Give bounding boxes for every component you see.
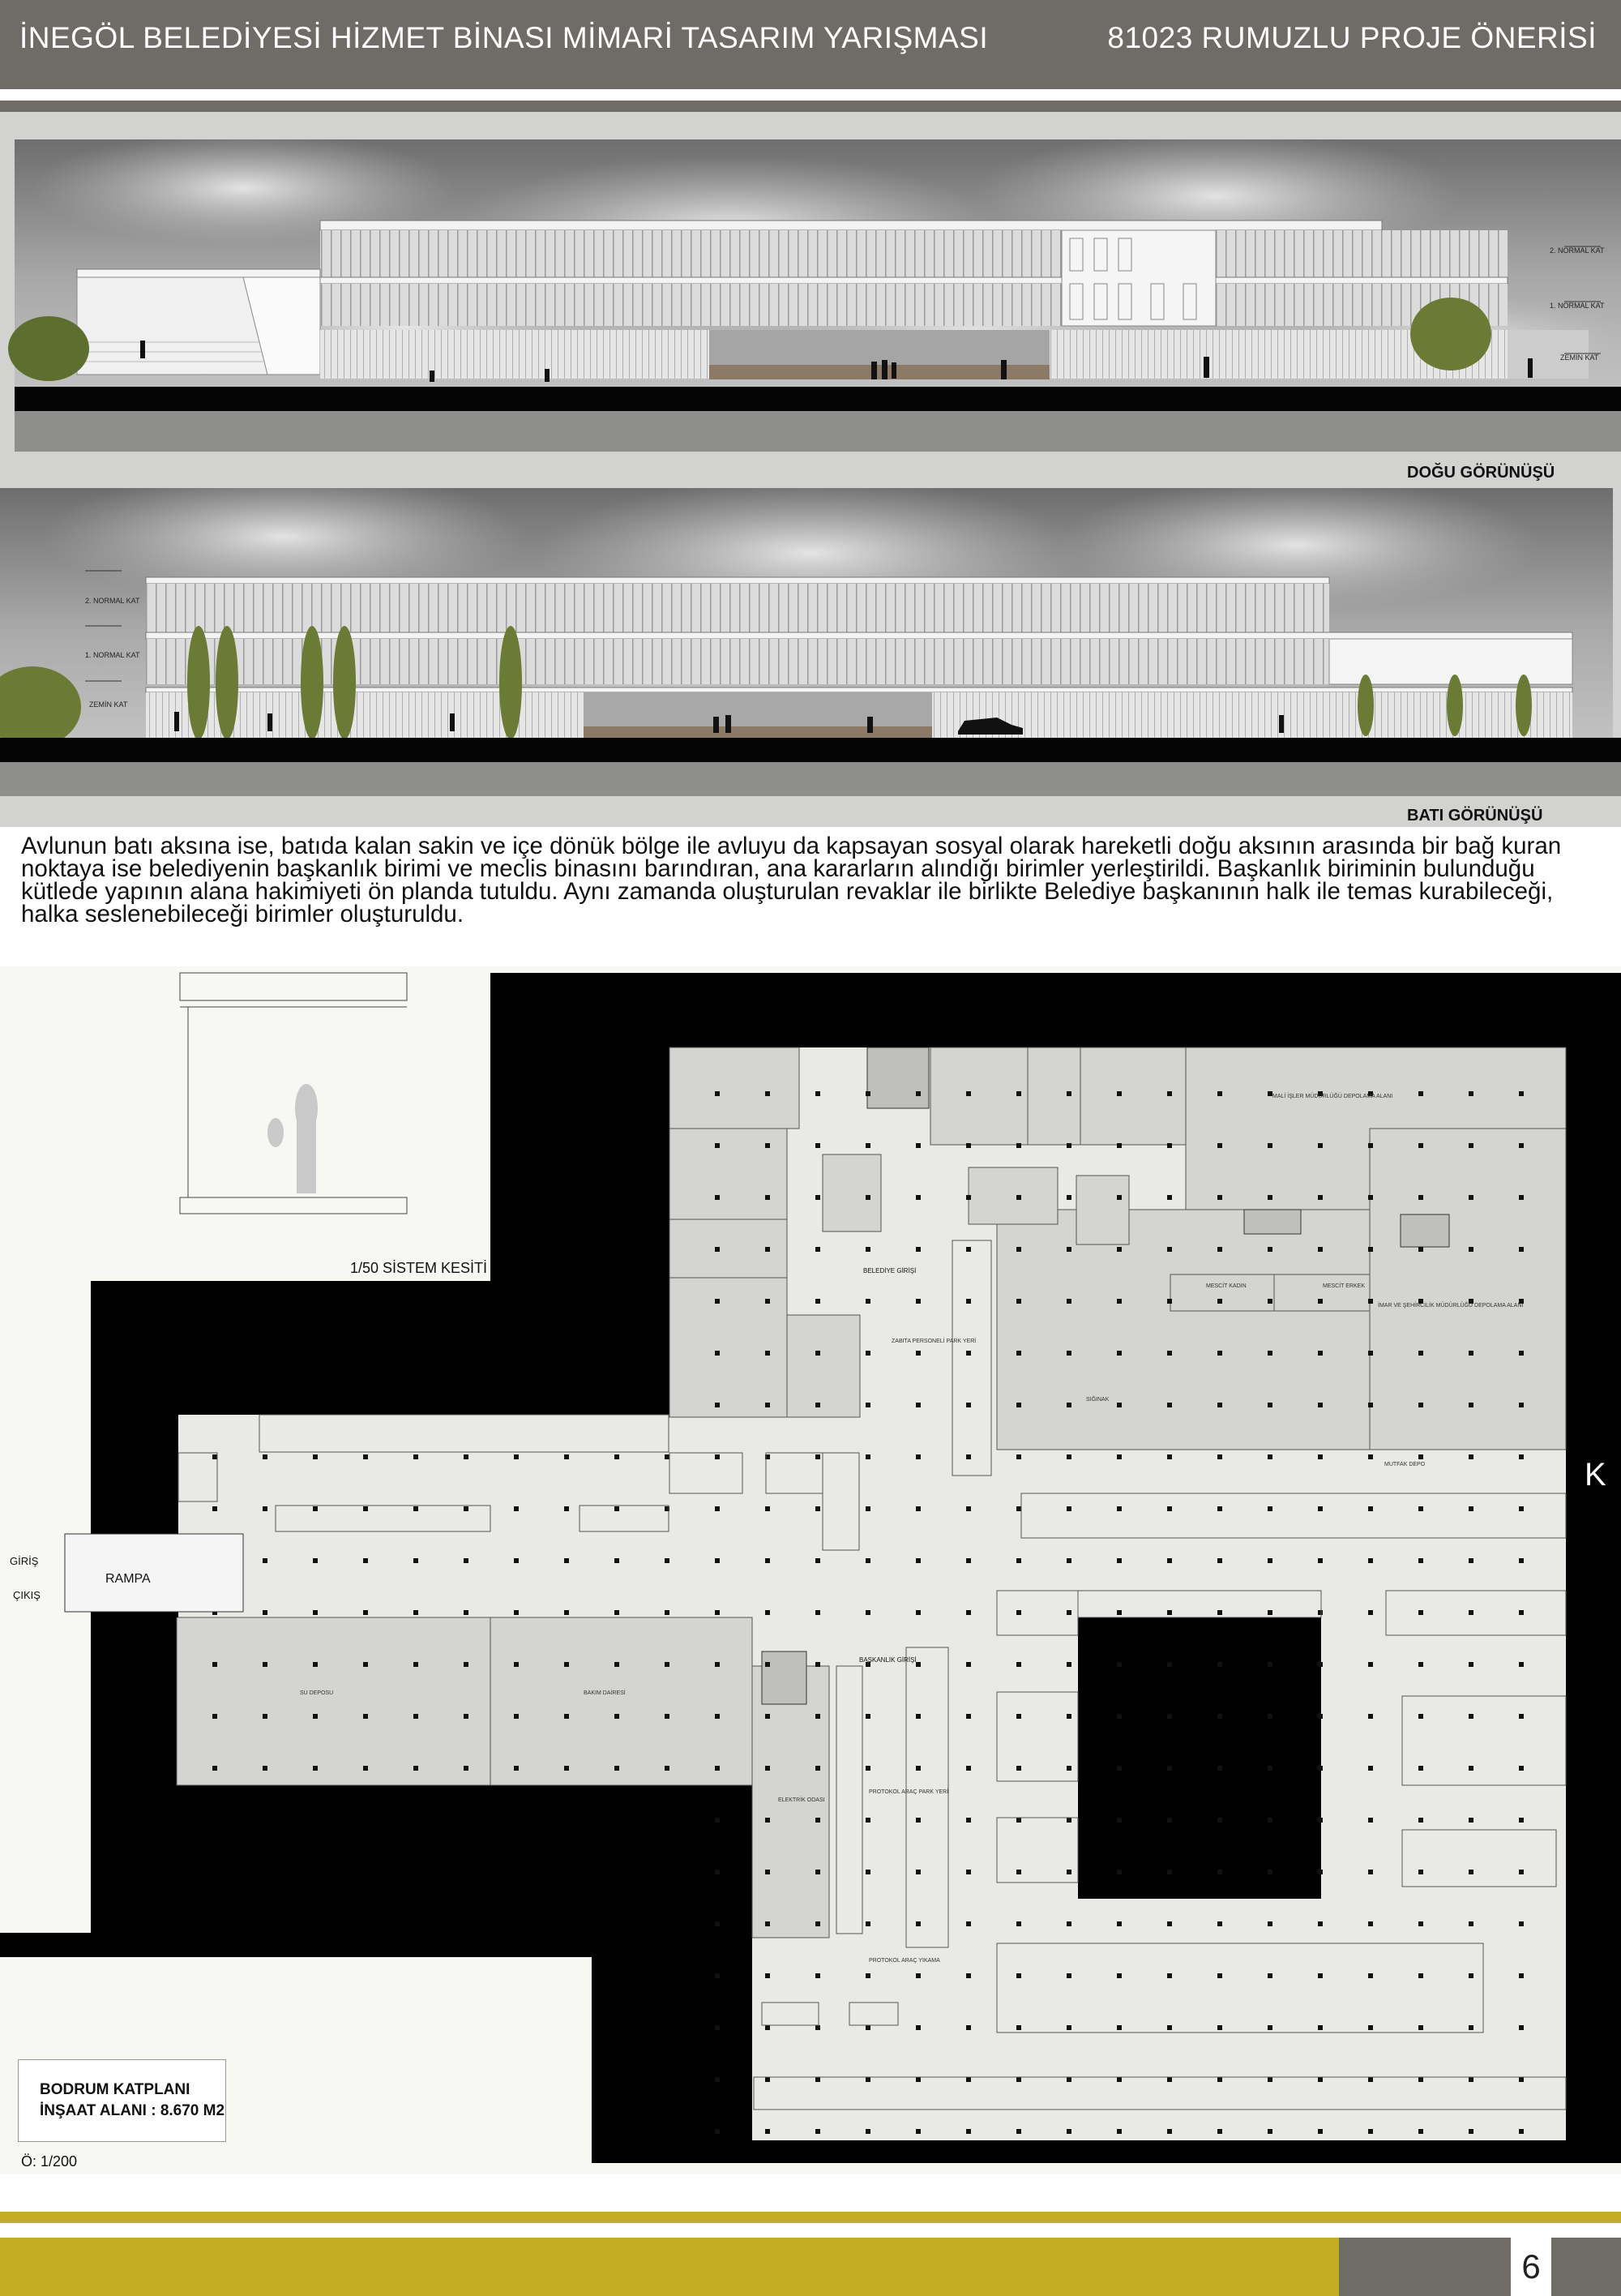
plan-title: BODRUM KATPLANI (40, 2081, 190, 2098)
plan-scale: Ö: 1/200 (21, 2153, 78, 2170)
protokol-park-label: PROTOKOL ARAÇ PARK YERİ (869, 1789, 949, 1795)
stall-numbers (0, 966, 1621, 2174)
footer-grey-band (1339, 2238, 1621, 2296)
page-header (0, 0, 1621, 89)
basement-floor-plan (0, 966, 1621, 2174)
mescit-kadin-label: MESCİT KADIN (1206, 1283, 1247, 1289)
zabita-park-label: ZABITA PERSONELİ PARK YERİ (892, 1339, 977, 1344)
north-arrow-label: K (1585, 1457, 1606, 1493)
description-paragraph: Avlunun batı aksına ise, batıda kalan sakin ve içe dönük bölge ile avluyu da kapsayan sosyal olarak hareketli doğu aksının arasında bir bağ kuran noktaya ise belediyenin başkanlık birimi ve meclis binasını barındıran, ana kararların alındığı birimler yerleştirildi. Başkanlık biriminin bulunduğu kütlede yapının alana hakimiyeti ön planda tutuldu. Aynı zamanda oluşturulan revaklar ile birlikte Belediye başkanının halk ile temas kurabileceği, halka seslenebileceği birimler oluşturuldu. (21, 833, 1562, 927)
project-title: 81023 RUMUZLU PROJE ÖNERİSİ (1107, 21, 1597, 54)
header-stripe (0, 101, 1621, 112)
top-light-band (0, 112, 1621, 139)
east-elevation-caption: DOĞU GÖRÜNÜŞÜ (1407, 464, 1555, 482)
section-caption: 1/50 SİSTEM KESİTİ (350, 1260, 488, 1276)
footer-gold-line (0, 2212, 1621, 2223)
ramp-label: RAMPA (105, 1572, 151, 1586)
east-level-1: 1. NORMAL KAT (1550, 302, 1605, 310)
east-elevation-drawing (0, 139, 1621, 488)
entry-label: GİRİŞ (10, 1555, 39, 1567)
plan-area: İNŞAAT ALANI : 8.670 M2 (40, 2102, 225, 2119)
west-elevation-panel (0, 488, 1621, 827)
belediye-girisi-label: BELEDİYE GİRİŞİ (863, 1267, 917, 1274)
mali-label: MALİ İŞLER MÜDÜRLÜĞÜ DEPOLAMA ALANI (1272, 1094, 1393, 1099)
west-level-0: ZEMİN KAT (89, 700, 128, 709)
east-level-2: 2. NORMAL KAT (1550, 246, 1605, 255)
protokol-yikama-label: PROTOKOL ARAÇ YIKAMA (869, 1958, 940, 1964)
elektrik-label: ELEKTRİK ODASI (778, 1797, 825, 1803)
baskanlik-girisi-label: BAŞKANLIK GİRİŞİ (859, 1656, 917, 1664)
imar-label: İMAR VE ŞEHİRCİLİK MÜDÜRLÜĞÜ DEPOLAMA ALANI (1378, 1303, 1524, 1309)
mutfak-label: MUTFAK DEPO (1384, 1462, 1426, 1467)
competition-title: İNEGÖL BELEDİYESİ HİZMET BİNASI MİMARİ TASARIM YARIŞMASI (19, 21, 989, 54)
page-number: 6 (1511, 2238, 1551, 2296)
bakim-label: BAKIM DAİRESİ (584, 1690, 626, 1696)
plan-legend (18, 2059, 226, 2142)
east-level-0: ZEMİN KAT (1560, 353, 1599, 362)
east-elevation-panel (0, 139, 1621, 488)
su-deposu-label: SU DEPOSU (300, 1690, 334, 1696)
siginak-label: SIĞINAK (1086, 1397, 1110, 1403)
west-elevation-caption: BATI GÖRÜNÜŞÜ (1407, 807, 1543, 825)
mescit-erkek-label: MESCİT ERKEK (1323, 1283, 1365, 1289)
header-gap (0, 89, 1621, 101)
west-elevation-drawing (0, 488, 1621, 827)
west-level-2: 2. NORMAL KAT (85, 597, 140, 605)
exit-label: ÇIKIŞ (13, 1589, 41, 1601)
west-level-1: 1. NORMAL KAT (85, 651, 140, 659)
